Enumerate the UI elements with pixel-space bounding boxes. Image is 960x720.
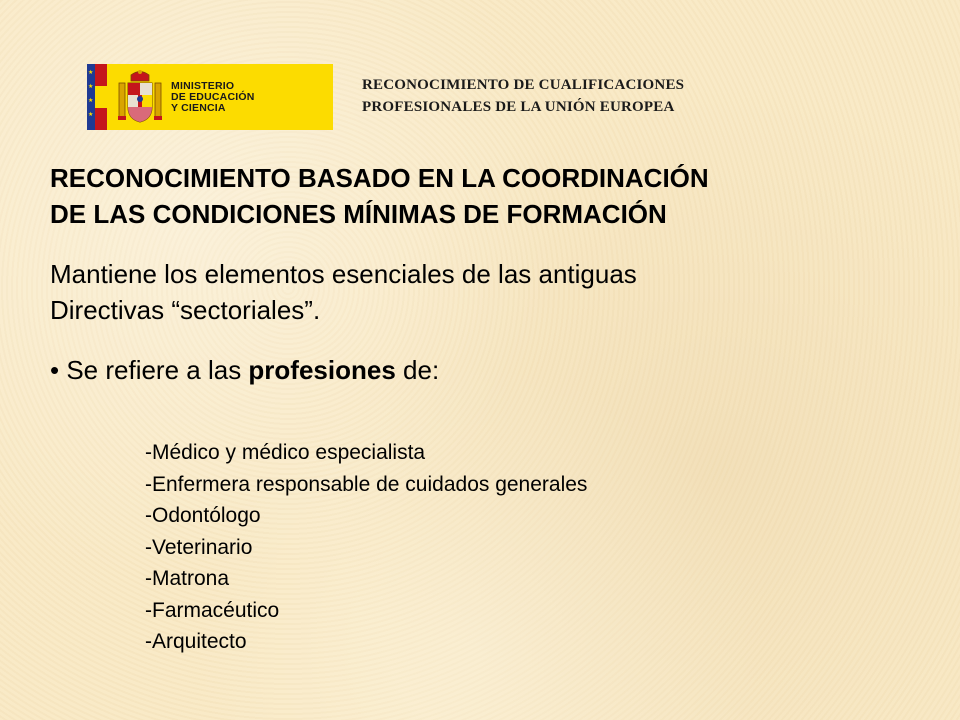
eu-stars-strip: ★ ★ ★ ★: [87, 64, 95, 130]
intro-paragraph: [50, 256, 637, 328]
list-item: -Odontólogo: [145, 504, 261, 527]
ministry-name-line-3: Y CIENCIA: [171, 101, 226, 114]
bullet-suffix: de:: [395, 355, 440, 385]
list-item: -Veterinario: [145, 535, 253, 559]
main-heading-line-1: RECONOCIMIENTO BASADO EN LA COORDINACIÓN: [50, 163, 709, 193]
header-title: [362, 74, 684, 118]
professions-list: [145, 437, 587, 658]
ministry-name: [171, 81, 255, 114]
intro-line-2: Directivas “sectoriales”.: [50, 295, 321, 325]
header-title-line-1: RECONOCIMIENTO DE CUALIFICACIONES: [362, 77, 685, 93]
list-item: -Arquitecto: [145, 630, 247, 653]
list-item: -Matrona: [145, 567, 230, 590]
list-item: -Farmacéutico: [145, 598, 280, 622]
intro-line-1: Mantiene los elementos esenciales de las antiguas: [50, 259, 637, 289]
bullet-bold: profesiones: [248, 355, 396, 385]
header-title-line-2: PROFESIONALES DE LA UNIÓN EUROPEA: [362, 99, 675, 115]
bullet-prefix: Se refiere a las: [59, 355, 249, 385]
ministry-logo: [87, 64, 333, 130]
main-heading: [50, 160, 709, 232]
ministry-name-line-1: MINISTERIO: [171, 79, 235, 92]
list-item: -Médico y médico especialista: [145, 441, 426, 464]
main-heading-line-2: DE LAS CONDICIONES MÍNIMAS DE FORMACIÓN: [50, 199, 667, 229]
list-item: -Enfermera responsable de cuidados generales: [145, 472, 588, 496]
coat-of-arms-icon: [117, 69, 163, 125]
spain-flag-icon: [87, 64, 107, 130]
bullet-professions: [50, 352, 439, 388]
bullet-marker: •: [50, 355, 60, 385]
ministry-name-line-2: DE EDUCACIÓN: [171, 90, 255, 103]
